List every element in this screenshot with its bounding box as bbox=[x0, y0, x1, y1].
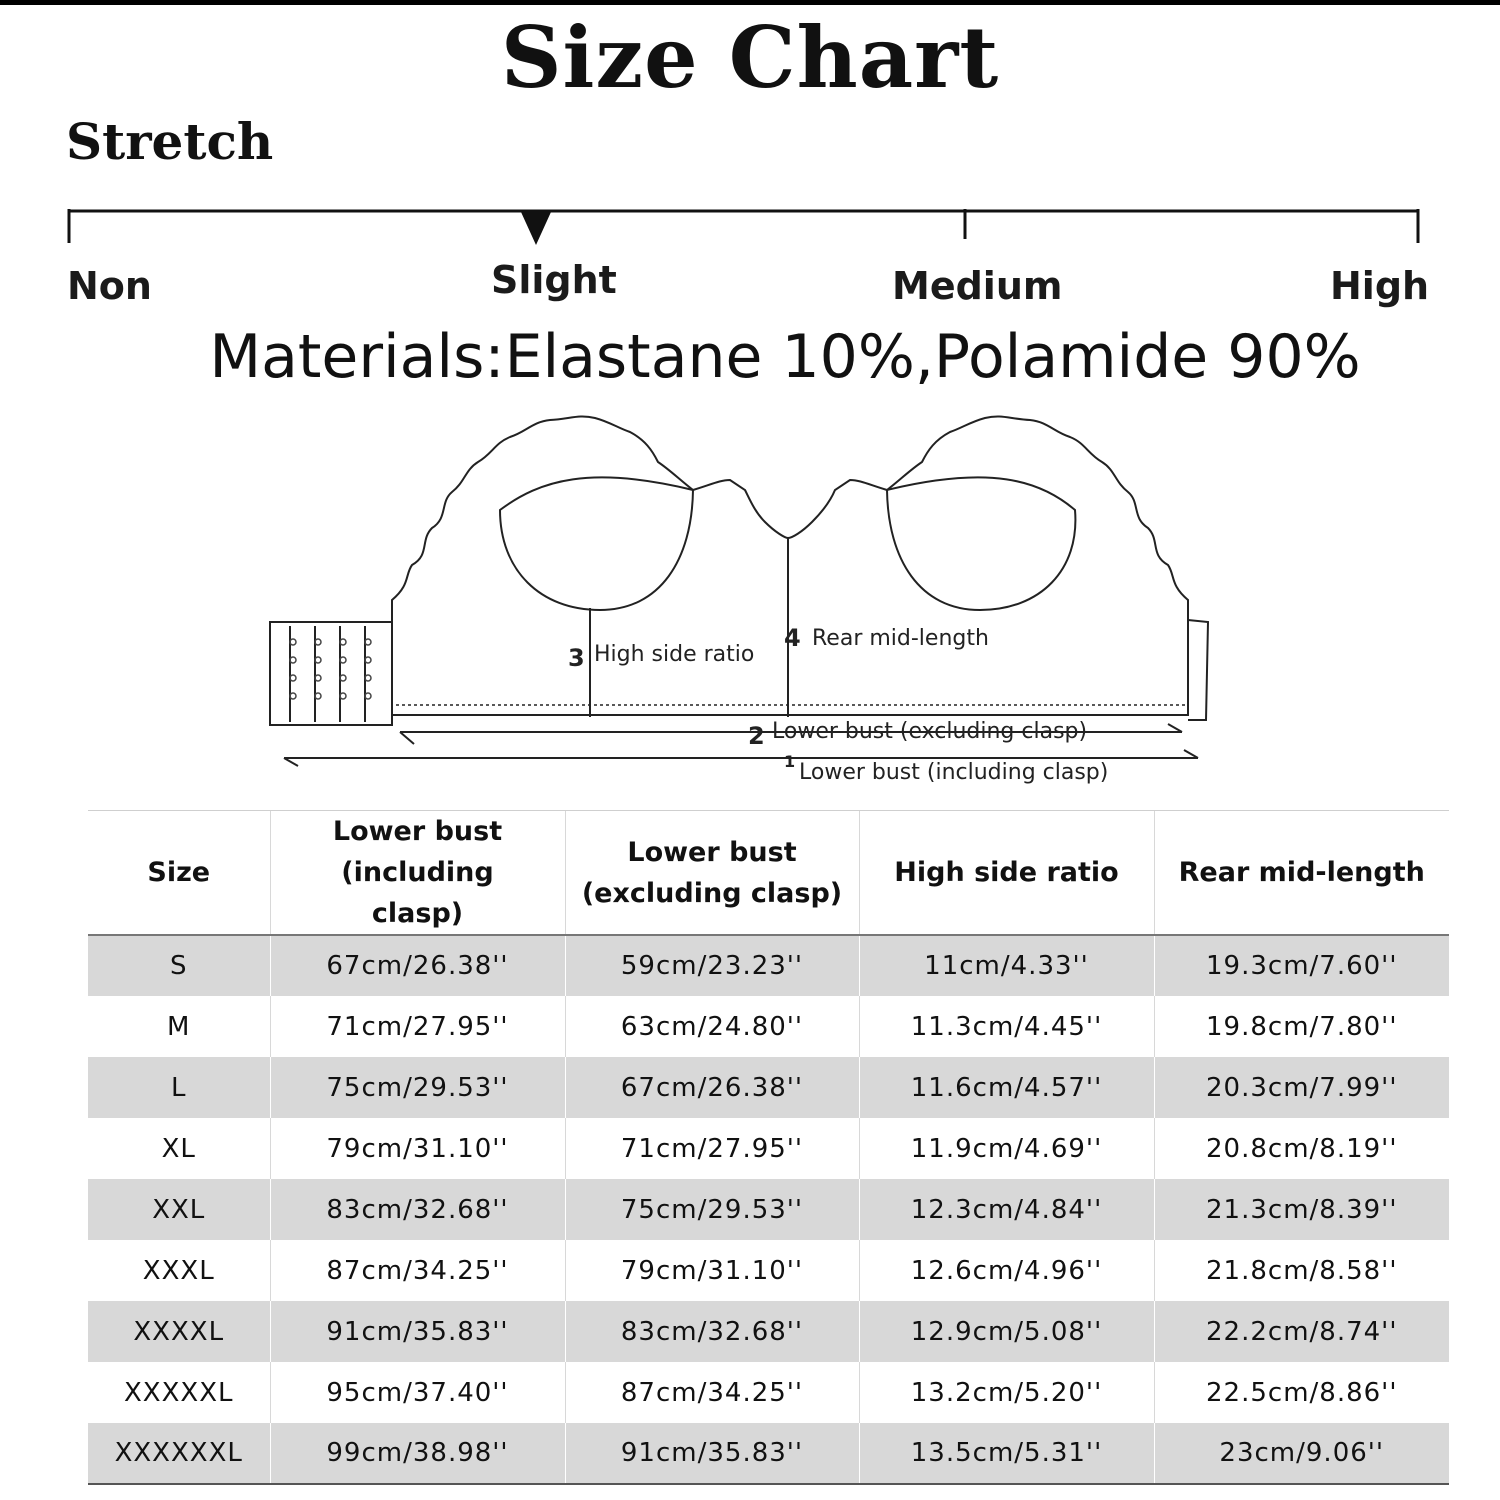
measure-4-number: 4 bbox=[784, 624, 801, 652]
cell-lower-bust-including: 99cm/38.98'' bbox=[270, 1423, 565, 1484]
size-table bbox=[88, 810, 1449, 1485]
measure-3-number: 3 bbox=[568, 644, 585, 672]
cell-lower-bust-including: 67cm/26.38'' bbox=[270, 935, 565, 996]
cell-lower-bust-including: 79cm/31.10'' bbox=[270, 1118, 565, 1179]
table-row bbox=[88, 1057, 1449, 1118]
header-excl-line2: (excluding clasp) bbox=[581, 877, 843, 909]
measure-3-label: High side ratio bbox=[594, 642, 755, 667]
cell-lower-bust-excluding: 79cm/31.10'' bbox=[565, 1240, 859, 1301]
cell-high-side-ratio: 13.5cm/5.31'' bbox=[859, 1423, 1154, 1484]
cell-lower-bust-excluding: 87cm/34.25'' bbox=[565, 1362, 859, 1423]
cell-size: L bbox=[88, 1057, 270, 1118]
cell-rear-mid-length: 20.3cm/7.99'' bbox=[1154, 1057, 1449, 1118]
table-row bbox=[88, 1118, 1449, 1179]
cell-high-side-ratio: 11.9cm/4.69'' bbox=[859, 1118, 1154, 1179]
header-rear-text: Rear mid-length bbox=[1178, 857, 1425, 888]
cell-size: XXXXXL bbox=[123, 1377, 234, 1408]
cell-lower-bust-including: 87cm/34.25'' bbox=[270, 1240, 565, 1301]
cell-rear-mid-length: 21.3cm/8.39'' bbox=[1154, 1179, 1449, 1240]
cell-size: XXXL bbox=[142, 1255, 215, 1286]
measure-2-label: Lower bust (excluding clasp) bbox=[772, 719, 1088, 744]
measure-2-number: 2 bbox=[748, 722, 765, 750]
cell-rear-mid-length: 21.8cm/8.58'' bbox=[1154, 1240, 1449, 1301]
cell-high-side-ratio: 11cm/4.33'' bbox=[859, 935, 1154, 996]
cell-rear-mid-length: 19.3cm/7.60'' bbox=[1154, 935, 1449, 996]
materials-text: Materials:Elastane 10%,Polamide 90% bbox=[209, 322, 1361, 392]
header-incl-line2: clasp) bbox=[371, 898, 464, 929]
cell-lower-bust-excluding: 63cm/24.80'' bbox=[565, 996, 859, 1057]
header-size bbox=[88, 811, 270, 936]
cell-high-side-ratio: 12.9cm/5.08'' bbox=[859, 1301, 1154, 1362]
stretch-level-non: Non bbox=[67, 264, 152, 308]
stretch-level-high: High bbox=[1330, 264, 1430, 308]
cell-lower-bust-excluding: 71cm/27.95'' bbox=[565, 1118, 859, 1179]
measure-4-label: Rear mid-length bbox=[812, 626, 989, 651]
cell-rear-mid-length: 23cm/9.06'' bbox=[1154, 1423, 1449, 1484]
table-row bbox=[88, 935, 1449, 996]
table-row bbox=[88, 1240, 1449, 1301]
stretch-scale-line bbox=[0, 195, 1500, 255]
cell-lower-bust-including: 95cm/37.40'' bbox=[270, 1362, 565, 1423]
cell-rear-mid-length: 20.8cm/8.19'' bbox=[1154, 1118, 1449, 1179]
cell-lower-bust-excluding: 59cm/23.23'' bbox=[565, 935, 859, 996]
table-row bbox=[88, 1362, 1449, 1423]
cell-size: XXXXL bbox=[88, 1301, 270, 1362]
stretch-level-medium: Medium bbox=[892, 264, 1063, 308]
header-high-side-ratio bbox=[859, 811, 1154, 936]
cell-lower-bust-including: 75cm/29.53'' bbox=[270, 1057, 565, 1118]
stretch-level-slight: Slight bbox=[491, 258, 617, 302]
table-row bbox=[88, 1179, 1449, 1240]
header-size-text: Size bbox=[147, 857, 211, 888]
table-row bbox=[88, 1423, 1449, 1484]
cell-size: S bbox=[88, 935, 270, 996]
cell-high-side-ratio: 11.3cm/4.45'' bbox=[859, 996, 1154, 1057]
top-border-line bbox=[0, 0, 1500, 5]
cell-lower-bust-excluding: 75cm/29.53'' bbox=[565, 1179, 859, 1240]
table-header-row bbox=[88, 811, 1449, 936]
header-incl-line1: Lower bust (including bbox=[332, 816, 503, 888]
header-rear-mid-length bbox=[1154, 811, 1449, 936]
cell-lower-bust-excluding: 67cm/26.38'' bbox=[565, 1057, 859, 1118]
page-title: Size Chart bbox=[500, 8, 1000, 107]
cell-lower-bust-including: 71cm/27.95'' bbox=[270, 996, 565, 1057]
cell-size: XXL bbox=[88, 1179, 270, 1240]
stretch-label: Stretch bbox=[66, 112, 274, 171]
header-excl-line1: Lower bust bbox=[627, 836, 797, 868]
cell-size: M bbox=[167, 1011, 191, 1042]
header-high-text: High side ratio bbox=[894, 857, 1119, 888]
cell-lower-bust-including: 91cm/35.83'' bbox=[270, 1301, 565, 1362]
cell-rear-mid-length: 22.5cm/8.86'' bbox=[1154, 1362, 1449, 1423]
measure-1-label: Lower bust (including clasp) bbox=[799, 760, 1109, 785]
cell-lower-bust-excluding: 83cm/32.68'' bbox=[565, 1301, 859, 1362]
cell-size: XXXXXXL bbox=[88, 1423, 270, 1484]
bra-diagram bbox=[260, 410, 1220, 800]
stretch-scale bbox=[0, 195, 1500, 255]
cell-lower-bust-excluding: 91cm/35.83'' bbox=[565, 1423, 859, 1484]
table-row bbox=[88, 1301, 1449, 1362]
cell-rear-mid-length: 22.2cm/8.74'' bbox=[1154, 1301, 1449, 1362]
cell-high-side-ratio: 12.6cm/4.96'' bbox=[859, 1240, 1154, 1301]
cell-rear-mid-length: 19.8cm/7.80'' bbox=[1154, 996, 1449, 1057]
table-row bbox=[88, 996, 1449, 1057]
cell-high-side-ratio: 11.6cm/4.57'' bbox=[859, 1057, 1154, 1118]
cell-lower-bust-including: 83cm/32.68'' bbox=[270, 1179, 565, 1240]
cell-high-side-ratio: 12.3cm/4.84'' bbox=[859, 1179, 1154, 1240]
header-lower-bust-excluding bbox=[565, 811, 859, 936]
cell-size: XL bbox=[161, 1133, 196, 1164]
header-lower-bust-including bbox=[270, 811, 565, 936]
stretch-indicator-icon bbox=[521, 212, 551, 245]
measure-1-number: 1 bbox=[784, 752, 796, 771]
cell-high-side-ratio: 13.2cm/5.20'' bbox=[859, 1362, 1154, 1423]
